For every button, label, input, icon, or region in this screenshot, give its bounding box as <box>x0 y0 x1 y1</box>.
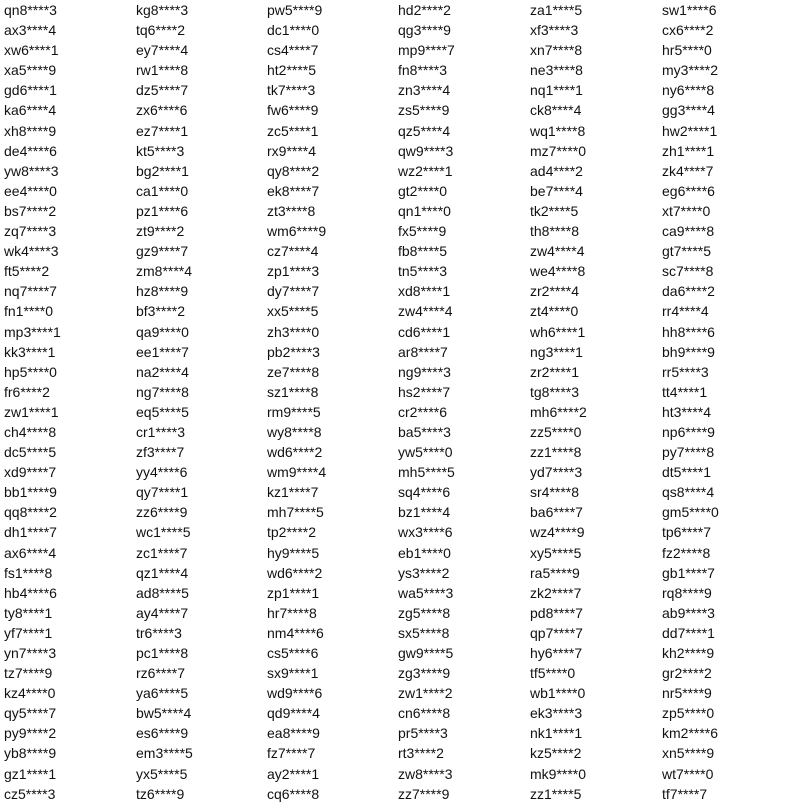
masked-code: pc1****8 <box>136 645 189 661</box>
masked-code: fr6****2 <box>4 383 50 400</box>
masked-code: ay2****1 <box>267 765 320 782</box>
masked-code: ht2****5 <box>267 62 317 79</box>
masked-code: tz7****9 <box>4 665 53 682</box>
masked-code: qg3****9 <box>398 22 451 39</box>
masked-code: ck8****4 <box>530 102 582 119</box>
masked-code: zh1****1 <box>662 142 715 159</box>
masked-code: zf3****7 <box>136 444 185 461</box>
masked-code: es6****9 <box>136 725 189 742</box>
masked-code: ek3****3 <box>530 705 583 722</box>
masked-code: qn8****3 <box>4 2 57 18</box>
masked-code: zr2****4 <box>530 283 580 300</box>
masked-code: cz5****3 <box>4 785 56 802</box>
masked-code: qn1****0 <box>398 202 451 219</box>
masked-code: fz2****8 <box>662 544 711 561</box>
masked-code: hb4****6 <box>4 584 57 601</box>
masked-code: yw5****0 <box>398 444 453 461</box>
masked-code: ba6****7 <box>530 504 583 521</box>
masked-code: hy6****7 <box>530 645 583 661</box>
masked-code: ca1****0 <box>136 182 189 199</box>
masked-code: rm9****5 <box>267 403 321 420</box>
masked-code: th8****8 <box>530 223 580 240</box>
masked-code: qd9****4 <box>267 705 320 722</box>
masked-code: rw1****8 <box>136 62 189 79</box>
masked-code: xf3****3 <box>530 22 579 39</box>
masked-code: mh5****5 <box>398 464 455 481</box>
masked-code: mz7****0 <box>530 142 587 159</box>
masked-code: na2****4 <box>136 363 189 380</box>
masked-code: tf5****0 <box>530 665 576 682</box>
masked-code: ny6****8 <box>662 82 715 99</box>
masked-code: fs1****8 <box>4 564 53 581</box>
masked-code: yn7****3 <box>4 645 57 661</box>
masked-code: dy7****7 <box>267 283 320 300</box>
masked-code: fz7****7 <box>267 745 316 762</box>
masked-code: ch4****8 <box>4 423 57 440</box>
masked-code: ya6****5 <box>136 685 189 702</box>
masked-code: fx5****9 <box>398 223 447 240</box>
masked-code: bw5****4 <box>136 705 192 722</box>
masked-code: mh7****5 <box>267 504 324 521</box>
masked-code: gg3****4 <box>662 102 715 119</box>
masked-code: ee1****7 <box>136 343 189 360</box>
masked-code: zr2****1 <box>530 363 580 380</box>
masked-code: xa5****9 <box>4 62 57 79</box>
masked-code: qz5****4 <box>398 122 451 139</box>
masked-code: gt2****0 <box>398 182 448 199</box>
masked-code: kz5****2 <box>530 745 582 762</box>
masked-code: tr6****3 <box>136 624 182 641</box>
masked-code: ay4****7 <box>136 604 189 621</box>
masked-code: pz1****6 <box>136 202 189 219</box>
masked-code: ey7****4 <box>136 42 189 59</box>
masked-code: rx9****4 <box>267 142 317 159</box>
code-list-grid <box>4 0 800 804</box>
masked-code: kk3****1 <box>4 343 56 360</box>
code-column-3 <box>267 0 398 804</box>
masked-code: mh6****2 <box>530 403 587 420</box>
masked-code: em3****5 <box>136 745 193 762</box>
masked-code: de4****6 <box>4 142 57 159</box>
masked-code: ty8****1 <box>4 604 53 621</box>
masked-code: gw9****5 <box>398 645 454 661</box>
code-column-4 <box>398 0 530 804</box>
masked-code: gb1****7 <box>662 564 715 581</box>
masked-code: sq4****6 <box>398 484 451 501</box>
masked-code: wx3****6 <box>398 524 453 541</box>
masked-code: hr7****8 <box>267 604 317 621</box>
masked-code: sx5****8 <box>398 624 450 641</box>
masked-code: pr5****3 <box>398 725 448 742</box>
masked-code: hy9****5 <box>267 544 320 561</box>
masked-code: gz1****1 <box>4 765 57 782</box>
masked-code: sx9****1 <box>267 665 319 682</box>
masked-code: ez7****1 <box>136 122 189 139</box>
masked-code: zc1****7 <box>136 544 188 561</box>
masked-code: da6****2 <box>662 283 715 300</box>
masked-code: bs7****2 <box>4 202 57 219</box>
masked-code: gz9****7 <box>136 243 189 260</box>
code-column-6 <box>662 0 794 804</box>
masked-code: bb1****9 <box>4 484 57 501</box>
masked-code: hp5****0 <box>4 363 57 380</box>
masked-code: wk4****3 <box>4 243 59 260</box>
masked-code: xy5****5 <box>530 544 582 561</box>
masked-code: pb2****3 <box>267 343 320 360</box>
masked-code: pw5****9 <box>267 2 323 18</box>
masked-code: eq5****5 <box>136 403 189 420</box>
masked-code: qw9****3 <box>398 142 454 159</box>
masked-code: we4****8 <box>530 263 586 280</box>
masked-code: gt7****5 <box>662 243 712 260</box>
masked-code: py7****8 <box>662 444 715 461</box>
masked-code: ax3****4 <box>4 22 57 39</box>
masked-code: tt4****1 <box>662 383 708 400</box>
masked-code: hs2****7 <box>398 383 451 400</box>
masked-code: ba5****3 <box>398 423 451 440</box>
masked-code: mk9****0 <box>530 765 587 782</box>
masked-code: cs5****6 <box>267 645 319 661</box>
masked-code: fn1****0 <box>4 303 54 320</box>
masked-code: zw8****3 <box>398 765 453 782</box>
masked-code: cd6****1 <box>398 323 451 340</box>
masked-code: kz1****7 <box>267 484 319 501</box>
masked-code: zp1****3 <box>267 263 320 280</box>
masked-code: km2****6 <box>662 725 719 742</box>
masked-code: dc1****0 <box>267 22 320 39</box>
masked-code: bz1****4 <box>398 504 451 521</box>
masked-code: sw1****6 <box>662 2 717 18</box>
masked-code: xn7****8 <box>530 42 583 59</box>
masked-code: qa9****0 <box>136 323 189 340</box>
masked-code: zg3****9 <box>398 665 451 682</box>
masked-code: ek8****7 <box>267 182 320 199</box>
masked-code: zm8****4 <box>136 263 193 280</box>
masked-code: xd9****7 <box>4 464 57 481</box>
masked-code: nm4****6 <box>267 624 324 641</box>
masked-code: zn3****4 <box>398 82 451 99</box>
masked-code: nk1****1 <box>530 725 583 742</box>
masked-code: zp5****0 <box>662 705 715 722</box>
masked-code: zw4****4 <box>398 303 453 320</box>
masked-code: yb8****9 <box>4 745 57 762</box>
masked-code: ee4****0 <box>4 182 57 199</box>
masked-code: rr5****3 <box>662 363 709 380</box>
masked-code: xt7****0 <box>662 202 711 219</box>
masked-code: ka6****4 <box>4 102 57 119</box>
masked-code: ra5****9 <box>530 564 580 581</box>
masked-code: wb1****0 <box>530 685 586 702</box>
masked-code: gm5****0 <box>662 504 719 521</box>
masked-code: zz5****0 <box>530 423 582 440</box>
masked-code: rr4****4 <box>662 303 709 320</box>
masked-code: yw8****3 <box>4 162 59 179</box>
masked-code: wa5****3 <box>398 584 454 601</box>
masked-code: wh6****1 <box>530 323 586 340</box>
masked-code: zw1****2 <box>398 685 453 702</box>
masked-code: wm6****9 <box>267 223 327 240</box>
masked-code: tn5****3 <box>398 263 448 280</box>
masked-code: hd2****2 <box>398 2 451 18</box>
masked-code: wm9****4 <box>267 464 327 481</box>
masked-code: sz1****8 <box>267 383 319 400</box>
masked-code: kg8****3 <box>136 2 189 18</box>
masked-code: zg5****8 <box>398 604 451 621</box>
masked-code: mp3****1 <box>4 323 61 340</box>
masked-code: wq1****8 <box>530 122 586 139</box>
masked-code: cs4****7 <box>267 42 319 59</box>
masked-code: py9****2 <box>4 725 57 742</box>
masked-code: rt3****2 <box>398 745 444 762</box>
masked-code: zz1****8 <box>530 444 582 461</box>
masked-code: tf7****7 <box>662 785 708 802</box>
masked-code: qz1****4 <box>136 564 189 581</box>
masked-code: wy8****8 <box>267 423 322 440</box>
masked-code: zt9****2 <box>136 223 185 240</box>
masked-code: ng3****1 <box>530 343 583 360</box>
masked-code: zk2****7 <box>530 584 582 601</box>
masked-code: zc5****1 <box>267 122 319 139</box>
masked-code: tp2****2 <box>267 524 317 541</box>
masked-code: qy8****2 <box>267 162 320 179</box>
masked-code: xd8****1 <box>398 283 451 300</box>
masked-code: bh9****9 <box>662 343 715 360</box>
masked-code: ad4****2 <box>530 162 583 179</box>
masked-code: nq7****7 <box>4 283 57 300</box>
masked-code: ca9****8 <box>662 223 715 240</box>
masked-code: cn6****8 <box>398 705 451 722</box>
masked-code: zw1****1 <box>4 403 59 420</box>
masked-code: zq7****3 <box>4 223 57 240</box>
masked-code: zw4****4 <box>530 243 585 260</box>
masked-code: fw6****9 <box>267 102 319 119</box>
masked-code: rq8****9 <box>662 584 712 601</box>
masked-code: zz7****9 <box>398 785 450 802</box>
masked-code: bg2****1 <box>136 162 189 179</box>
masked-code: dh1****7 <box>4 524 57 541</box>
masked-code: ad8****5 <box>136 584 189 601</box>
masked-code: wd9****6 <box>267 685 323 702</box>
code-column-2 <box>136 0 267 804</box>
masked-code: bf3****2 <box>136 303 186 320</box>
masked-code: ng9****3 <box>398 363 451 380</box>
masked-code: cz7****4 <box>267 243 319 260</box>
masked-code: kh2****9 <box>662 645 715 661</box>
masked-code: yd7****3 <box>530 464 583 481</box>
masked-code: za1****5 <box>530 2 583 18</box>
masked-code: yf7****1 <box>4 624 53 641</box>
masked-code: ab9****3 <box>662 604 715 621</box>
code-column-1 <box>4 0 136 804</box>
masked-code: xx5****5 <box>267 303 319 320</box>
masked-code: my3****2 <box>662 62 719 79</box>
masked-code: hz8****9 <box>136 283 189 300</box>
masked-code: zk4****7 <box>662 162 714 179</box>
masked-code: xh8****9 <box>4 122 57 139</box>
masked-code: ft5****2 <box>4 263 50 280</box>
masked-code: tq6****2 <box>136 22 186 39</box>
masked-code: eb1****0 <box>398 544 451 561</box>
masked-code: qy5****7 <box>4 705 57 722</box>
masked-code: ht3****4 <box>662 403 712 420</box>
masked-code: wd6****2 <box>267 564 323 581</box>
masked-code: zs5****9 <box>398 102 450 119</box>
masked-code: xw6****1 <box>4 42 59 59</box>
masked-code: be7****4 <box>530 182 583 199</box>
masked-code: wz2****1 <box>398 162 453 179</box>
masked-code: wc1****5 <box>136 524 191 541</box>
masked-code: qq8****2 <box>4 504 57 521</box>
masked-code: qy7****1 <box>136 484 189 501</box>
masked-code: tg8****3 <box>530 383 580 400</box>
masked-code: zx6****6 <box>136 102 188 119</box>
masked-code: fb8****5 <box>398 243 448 260</box>
masked-code: fn8****3 <box>398 62 448 79</box>
masked-code: hr5****0 <box>662 42 712 59</box>
masked-code: dt5****1 <box>662 464 712 481</box>
masked-code: ys3****2 <box>398 564 450 581</box>
masked-code: gd6****1 <box>4 82 57 99</box>
masked-code: cr1****3 <box>136 423 186 440</box>
masked-code: dd7****1 <box>662 624 715 641</box>
masked-code: qp7****7 <box>530 624 583 641</box>
masked-code: kt5****3 <box>136 142 185 159</box>
masked-code: mp9****7 <box>398 42 455 59</box>
masked-code: pd8****7 <box>530 604 583 621</box>
masked-code: zh3****0 <box>267 323 320 340</box>
masked-code: kz4****0 <box>4 685 56 702</box>
masked-code: zz6****9 <box>136 504 188 521</box>
masked-code: zp1****1 <box>267 584 320 601</box>
masked-code: hw2****1 <box>662 122 718 139</box>
masked-code: wt7****0 <box>662 765 714 782</box>
masked-code: cx6****2 <box>662 22 714 39</box>
masked-code: xn5****9 <box>662 745 715 762</box>
masked-code: qs8****4 <box>662 484 715 501</box>
masked-code: sc7****8 <box>662 263 714 280</box>
masked-code: ze7****8 <box>267 363 320 380</box>
masked-code: wz4****9 <box>530 524 585 541</box>
masked-code: yy4****6 <box>136 464 188 481</box>
masked-code: ng7****8 <box>136 383 189 400</box>
masked-code: ne3****8 <box>530 62 583 79</box>
masked-code: tk7****3 <box>267 82 316 99</box>
masked-code: wd6****2 <box>267 444 323 461</box>
masked-code: np6****9 <box>662 423 715 440</box>
masked-code: zt3****8 <box>267 202 316 219</box>
masked-code: cq6****8 <box>267 785 320 802</box>
masked-code: tp6****7 <box>662 524 712 541</box>
masked-code: sr4****8 <box>530 484 580 501</box>
masked-code: zz1****5 <box>530 785 582 802</box>
masked-code: ax6****4 <box>4 544 57 561</box>
masked-code: tk2****5 <box>530 202 579 219</box>
masked-code: cr2****6 <box>398 403 448 420</box>
masked-code: dc5****5 <box>4 444 57 461</box>
masked-code: gr2****2 <box>662 665 712 682</box>
masked-code: ar8****7 <box>398 343 448 360</box>
masked-code: nr5****9 <box>662 685 712 702</box>
masked-code: zt4****0 <box>530 303 579 320</box>
masked-code: tz6****9 <box>136 785 185 802</box>
masked-code: dz5****7 <box>136 82 189 99</box>
masked-code: rz6****7 <box>136 665 186 682</box>
masked-code: eg6****6 <box>662 182 715 199</box>
masked-code: nq1****1 <box>530 82 583 99</box>
masked-code: ea8****9 <box>267 725 320 742</box>
code-column-5 <box>530 0 662 804</box>
masked-code: yx5****5 <box>136 765 188 782</box>
masked-code: hh8****6 <box>662 323 715 340</box>
